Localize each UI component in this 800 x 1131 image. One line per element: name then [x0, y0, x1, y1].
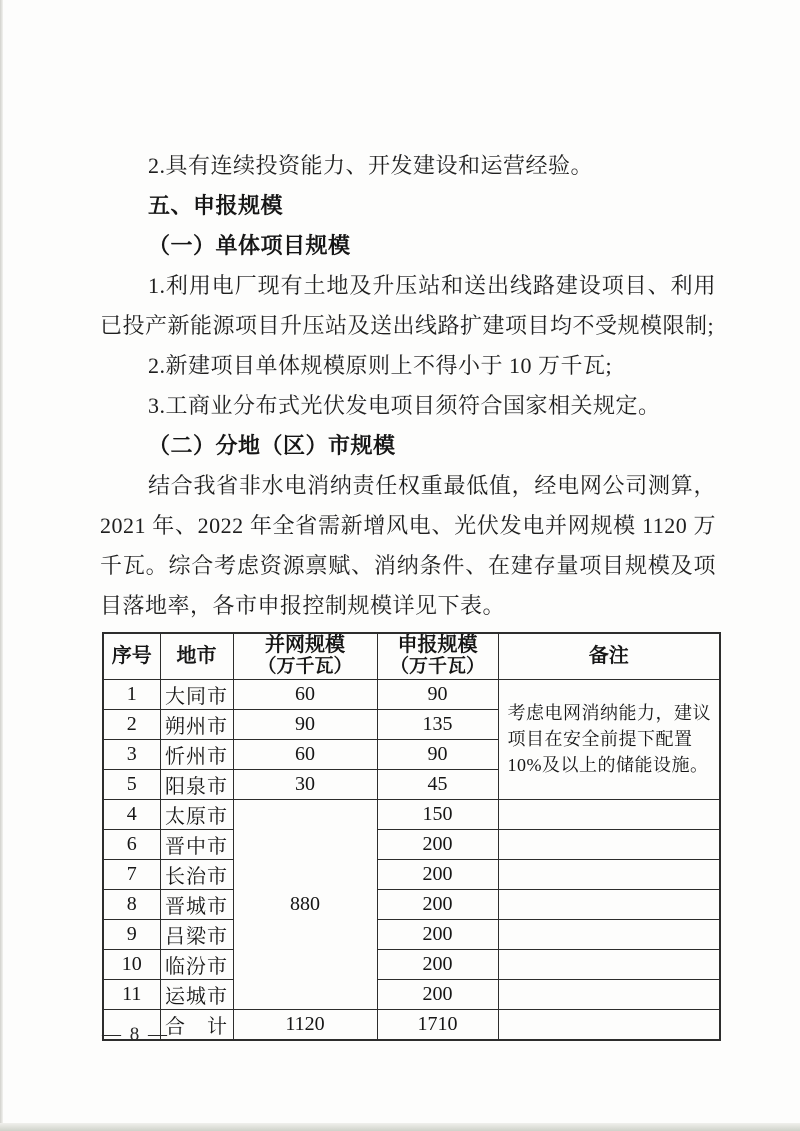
cell-city: 晋中市 — [160, 829, 233, 859]
cell-seq: 8 — [103, 889, 160, 919]
cell-city: 太原市 — [160, 799, 233, 829]
subsection-heading: （二）分地（区）市规模 — [148, 433, 396, 458]
body-paragraph: 1.利用电厂现有土地及升压站和送出线路建设项目、利用已投产新能源项目升压站及送出线路扩建项目均不受规模限制; — [100, 273, 716, 338]
cell-remark-empty — [498, 949, 720, 979]
cell-city: 临汾市 — [160, 949, 233, 979]
cell-remark-empty — [498, 829, 720, 859]
cell-declared: 150 — [377, 799, 498, 829]
cell-declared: 90 — [377, 679, 498, 709]
cell-seq: 1 — [103, 679, 160, 709]
header-seq: 序号 — [103, 633, 160, 679]
cell-seq: 10 — [103, 949, 160, 979]
cell-declared: 135 — [377, 709, 498, 739]
cell-total-grid: 1120 — [233, 1009, 377, 1040]
header-remark: 备注 — [498, 633, 720, 679]
cell-grid: 60 — [233, 739, 377, 769]
cell-city: 朔州市 — [160, 709, 233, 739]
header-grid-scale — [233, 633, 377, 679]
header-grid-unit: （万千瓦） — [257, 656, 353, 678]
cell-remark-merged: 考虑电网消纳能力，建议项目在安全前提下配置 10%及以上的储能设施。 — [498, 679, 720, 799]
cell-seq: 2 — [103, 709, 160, 739]
cell-seq: 3 — [103, 739, 160, 769]
table-row — [103, 859, 720, 889]
city-scale-table — [102, 632, 721, 1041]
table-row — [103, 949, 720, 979]
section-heading: 五、申报规模 — [148, 193, 284, 218]
header-declared-title: 申报规模 — [397, 634, 478, 657]
subsection-heading: （一）单体项目规模 — [148, 233, 351, 258]
cell-city: 阳泉市 — [160, 769, 233, 799]
cell-grid-merged: 880 — [233, 799, 377, 1009]
page-number: — 8 — — [102, 1024, 169, 1045]
cell-seq: 4 — [103, 799, 160, 829]
cell-grid: 90 — [233, 709, 377, 739]
cell-city: 忻州市 — [160, 739, 233, 769]
cell-city: 长治市 — [160, 859, 233, 889]
cell-remark-empty — [498, 889, 720, 919]
cell-total-declared: 1710 — [377, 1009, 498, 1040]
cell-declared: 200 — [377, 859, 498, 889]
cell-declared: 200 — [377, 979, 498, 1009]
header-declared-scale — [377, 633, 498, 679]
header-declared-unit: （万千瓦） — [389, 656, 485, 678]
cell-declared: 200 — [377, 949, 498, 979]
body-paragraph: 3.工商业分布式光伏发电项目须符合国家相关规定。 — [148, 393, 661, 418]
header-grid-title: 并网规模 — [265, 634, 345, 657]
cell-remark-empty — [498, 979, 720, 1009]
cell-grid: 60 — [233, 679, 377, 709]
table-row — [103, 829, 720, 859]
cell-remark-empty — [498, 799, 720, 829]
body-paragraph: 结合我省非水电消纳责任权重最低值，经电网公司测算，2021 年、2022 年全省需新增风电、光伏发电并网规模 1120 万千瓦。综合考虑资源禀赋、消纳条件、在建存量项目规模及项目落地率，各市申报控制规模详见下表。 — [100, 473, 716, 618]
table-row — [103, 979, 720, 1009]
scan-edge-left — [0, 0, 3, 1131]
scan-edge-bottom — [0, 1123, 800, 1131]
table-row — [103, 799, 720, 829]
cell-seq: 7 — [103, 859, 160, 889]
table-row — [103, 679, 720, 709]
cell-city: 晋城市 — [160, 889, 233, 919]
body-paragraph: 2.具有连续投资能力、开发建设和运营经验。 — [148, 153, 594, 178]
table-total-row — [103, 1009, 720, 1040]
table-row — [103, 889, 720, 919]
body-paragraph: 2.新建项目单体规模原则上不得小于 10 万千瓦; — [148, 353, 613, 378]
cell-seq: 9 — [103, 919, 160, 949]
cell-city: 大同市 — [160, 679, 233, 709]
cell-city: 运城市 — [160, 979, 233, 1009]
document-body — [100, 146, 716, 1041]
header-city: 地市 — [160, 633, 233, 679]
cell-city: 吕梁市 — [160, 919, 233, 949]
cell-grid: 30 — [233, 769, 377, 799]
cell-remark-empty — [498, 859, 720, 889]
cell-seq: 6 — [103, 829, 160, 859]
cell-declared: 200 — [377, 889, 498, 919]
cell-declared: 200 — [377, 919, 498, 949]
cell-declared: 90 — [377, 739, 498, 769]
cell-seq: 11 — [103, 979, 160, 1009]
cell-seq: 5 — [103, 769, 160, 799]
cell-declared: 45 — [377, 769, 498, 799]
cell-total-label: 合 计 — [160, 1009, 233, 1040]
cell-remark-empty — [498, 919, 720, 949]
table-row — [103, 919, 720, 949]
cell-remark-empty — [498, 1009, 720, 1040]
table-header-row — [103, 633, 720, 679]
cell-declared: 200 — [377, 829, 498, 859]
